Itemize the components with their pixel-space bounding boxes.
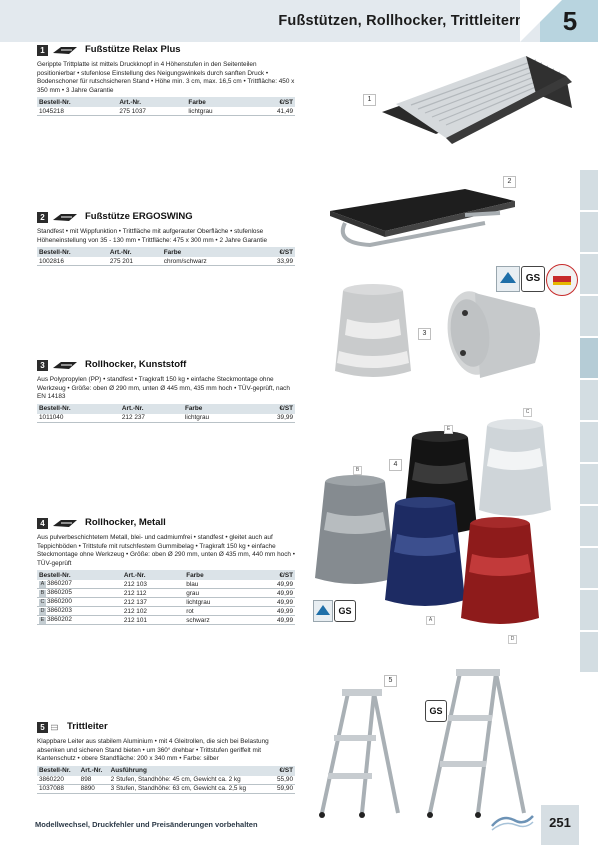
cell-farbe: lichtgrau — [183, 414, 249, 423]
gs-badge-text: GS — [429, 706, 443, 716]
product-description: Klappbare Leiter aus stabilem Aluminium • mit 4 Gleitrollen, die sich bei Belastung absenken und sicheren Stand bieten • um 360° drehbar • Trittstufen geriffelt mit Kantenschutz • obere Standfläche: 200 x 340 mm • Farbe: silber — [37, 738, 269, 763]
cell-ausfuehrung: 3 Stufen, Standhöhe: 63 cm, Gewicht ca. 2,5 kg — [109, 784, 272, 793]
cell-bestell: 1037088 — [37, 784, 79, 793]
gs-badge-icon — [334, 600, 356, 622]
col-farbe: Farbe — [162, 247, 255, 257]
chapter-tab-item[interactable] — [580, 422, 598, 464]
cell-preis: 49,99 — [249, 616, 295, 625]
cell-farbe: grau — [184, 589, 249, 598]
col-art: Art.-Nr. — [120, 404, 183, 414]
gs-badge-text: GS — [338, 606, 352, 616]
cell-bestell — [37, 616, 122, 625]
footrest-relax-image — [376, 48, 576, 148]
chapter-tab-item[interactable] — [580, 548, 598, 590]
cell-bestell — [37, 589, 122, 598]
col-art: Art.-Nr. — [122, 570, 184, 580]
cell-bestell — [37, 580, 122, 589]
col-ausfuehrung: Ausführung — [109, 766, 272, 776]
image-label: 2 — [503, 176, 516, 188]
chapter-tab-item[interactable] — [580, 632, 598, 674]
cell-ausfuehrung: 2 Stufen, Standhöhe: 45 cm, Gewicht ca. 2 kg — [109, 776, 272, 785]
col-farbe: Farbe — [186, 97, 249, 107]
cell-art: 275 201 — [108, 257, 162, 266]
table-row — [37, 607, 295, 616]
product-description: Standfest • mit Wippfunktion • Trittfläche mit aufgerauter Oberfläche • stufenlose Höheneinstellung von 35 - 130 mm • Trittfläche: 475 x 300 mm • 2 Jahre Garantie — [37, 228, 268, 244]
col-art: Art.-Nr. — [79, 766, 109, 776]
product-description: Aus pulverbeschichtetem Metall, blei- und cadmiumfrei • standfest • gleitet auch auf Teppichböden • Trittstufe mit rutschfestem Gummibelag • Tragkraft 150 kg • einfache Steckmontage ohne Werkzeug • Größe: oben Ø 290 mm, unten Ø 435 mm, 440 mm hoch • TÜV-geprüft — [37, 534, 295, 567]
chapter-tab-item[interactable] — [580, 506, 598, 548]
col-art: Art.-Nr. — [108, 247, 162, 257]
rating-badge-icon — [51, 723, 65, 732]
table-row — [37, 598, 295, 607]
variant-marker: B — [353, 466, 362, 475]
product-1 — [37, 45, 295, 116]
brand-logo-icon — [52, 46, 78, 55]
metal-stools-image — [315, 418, 555, 628]
product-name: Rollhocker, Kunststoff — [85, 359, 187, 370]
publisher-logo-icon — [490, 810, 535, 832]
col-bestell: Bestell-Nr. — [37, 766, 79, 776]
cell-bestell — [37, 598, 122, 607]
cell-bestell: 1011040 — [37, 414, 120, 423]
col-bestell: Bestell-Nr. — [37, 97, 117, 107]
cell-art: 8890 — [79, 784, 109, 793]
cell-art: 212 137 — [122, 598, 184, 607]
product-2 — [37, 212, 295, 266]
product-number: 5 — [37, 722, 48, 733]
table-header-row — [37, 404, 295, 414]
cell-bestell: 1045218 — [37, 107, 117, 116]
cell-farbe: lichtgrau — [184, 598, 249, 607]
cell-art: 275 1037 — [117, 107, 186, 116]
spec-table — [37, 766, 295, 794]
cell-farbe: blau — [184, 580, 249, 589]
col-art: Art.-Nr. — [117, 97, 186, 107]
footrest-ergoswing-image — [315, 183, 520, 253]
table-row — [37, 257, 295, 266]
gs-badge-icon — [425, 700, 447, 722]
bestell-number: 3860200 — [47, 598, 72, 606]
spec-table — [37, 570, 295, 625]
col-preis: €/ST — [255, 247, 295, 257]
product-description: Gerippte Trittplatte ist mittels Druckknopf in 4 Höhenstufen in den Seitenteilen positionierbar • stufenlose Einstellung des Neigungswinkels durch sanften Druck • Bodenschoner für rutschsicheren Stand • Höhe min. 3 cm, max. 16,5 cm • Trittfläche: 450 x 350 mm • 3 Jahre Garantie — [37, 61, 295, 94]
col-preis: €/ST — [249, 570, 295, 580]
variant-marker: D — [508, 635, 517, 644]
cell-preis: 55,90 — [272, 776, 295, 785]
cell-farbe: lichtgrau — [186, 107, 249, 116]
col-bestell: Bestell-Nr. — [37, 404, 120, 414]
table-row — [37, 107, 295, 116]
chapter-tab-item[interactable] — [580, 464, 598, 506]
product-name: Fußstütze ERGOSWING — [85, 211, 193, 222]
product-number: 3 — [37, 360, 48, 371]
col-preis: €/ST — [248, 404, 295, 414]
product-name: Rollhocker, Metall — [85, 517, 166, 528]
spec-table — [37, 247, 295, 266]
table-header-row — [37, 97, 295, 107]
image-label: 4 — [389, 459, 402, 471]
plastic-stool-image — [335, 283, 550, 388]
chapter-number: 5 — [562, 6, 578, 36]
chapter-tab-strip[interactable] — [580, 170, 598, 674]
cell-farbe: schwarz — [184, 616, 249, 625]
cell-art: 212 103 — [122, 580, 184, 589]
table-row — [37, 414, 295, 423]
bestell-number: 3860202 — [47, 616, 72, 624]
table-row — [37, 776, 295, 785]
cell-bestell — [37, 607, 122, 616]
image-label: 3 — [418, 328, 431, 340]
table-row — [37, 616, 295, 625]
cell-bestell: 1002816 — [37, 257, 108, 266]
product-name: Trittleiter — [67, 721, 108, 732]
product-5 — [37, 722, 295, 794]
chapter-tab-item[interactable] — [580, 296, 598, 338]
col-farbe: Farbe — [184, 570, 249, 580]
product-name: Fußstütze Relax Plus — [85, 44, 181, 55]
product-3 — [37, 360, 295, 423]
col-bestell: Bestell-Nr. — [37, 247, 108, 257]
cell-preis: 49,99 — [249, 598, 295, 607]
product-number: 1 — [37, 45, 48, 56]
variant-marker: E — [444, 425, 453, 434]
spec-table — [37, 97, 295, 116]
variant-marker: C — [523, 408, 532, 417]
gs-badge-text: GS — [525, 273, 541, 284]
variant-marker: A — [426, 616, 435, 625]
product-number: 4 — [37, 518, 48, 529]
spec-table — [37, 404, 295, 423]
chapter-tab-item[interactable] — [580, 254, 598, 296]
variant-tag: B — [40, 590, 45, 597]
chapter-tab-item[interactable] — [580, 590, 598, 632]
brand-logo-icon — [52, 519, 78, 528]
col-bestell: Bestell-Nr. — [37, 570, 122, 580]
variant-tag: D — [40, 608, 45, 615]
chapter-tab-item[interactable] — [580, 380, 598, 422]
cell-art: 212 101 — [122, 616, 184, 625]
bestell-number: 3860203 — [47, 607, 72, 615]
page-number: 251 — [549, 815, 571, 830]
quality-seal-icon — [546, 264, 578, 296]
col-preis: €/ST — [272, 766, 295, 776]
variant-tag: A — [40, 581, 45, 588]
footer-disclaimer: Modellwechsel, Druckfehler und Preisänderungen vorbehalten — [35, 820, 258, 829]
chapter-tab-item[interactable] — [580, 212, 598, 254]
bestell-number: 3860205 — [47, 589, 72, 597]
cell-preis: 41,49 — [250, 107, 295, 116]
table-header-row — [37, 766, 295, 776]
table-row — [37, 784, 295, 793]
product-number: 2 — [37, 212, 48, 223]
page-title: Fußstützen, Rollhocker, Trittleitern — [278, 13, 524, 29]
cell-farbe: rot — [184, 607, 249, 616]
table-row — [37, 580, 295, 589]
variant-tag: E — [40, 617, 45, 624]
col-farbe: Farbe — [183, 404, 249, 414]
image-label: 5 — [384, 675, 397, 687]
cell-preis: 49,99 — [249, 589, 295, 598]
cell-art: 212 237 — [120, 414, 183, 423]
brand-logo-icon — [52, 361, 78, 370]
cell-art: 212 112 — [122, 589, 184, 598]
bestell-number: 3860207 — [47, 580, 72, 588]
cell-preis: 33,99 — [255, 257, 295, 266]
chapter-tab-item-active[interactable] — [580, 338, 598, 380]
cell-art: 898 — [79, 776, 109, 785]
cell-bestell: 3860220 — [37, 776, 79, 785]
cell-preis: 39,99 — [248, 414, 295, 423]
cell-preis: 59,90 — [272, 784, 295, 793]
image-label: 1 — [363, 94, 376, 106]
product-description: Aus Polypropylen (PP) • standfest • Tragkraft 150 kg • einfache Steckmontage ohne Werkzeug • Größe: oben Ø 290 mm, unten Ø 445 mm, 435 mm hoch • TÜV-geprüft, nach EN 14183 — [37, 376, 290, 401]
cell-farbe: chrom/schwarz — [162, 257, 255, 266]
chapter-tab-item[interactable] — [580, 170, 598, 212]
table-header-row — [37, 247, 295, 257]
product-4 — [37, 518, 295, 625]
step-ladder-image — [310, 665, 535, 820]
variant-tag: C — [40, 599, 45, 606]
table-row — [37, 589, 295, 598]
table-header-row — [37, 570, 295, 580]
cell-preis: 49,99 — [249, 607, 295, 616]
cell-preis: 49,99 — [249, 580, 295, 589]
tuev-badge-icon — [313, 600, 333, 622]
cell-art: 212 102 — [122, 607, 184, 616]
col-preis: €/ST — [250, 97, 295, 107]
brand-logo-icon — [52, 213, 78, 222]
